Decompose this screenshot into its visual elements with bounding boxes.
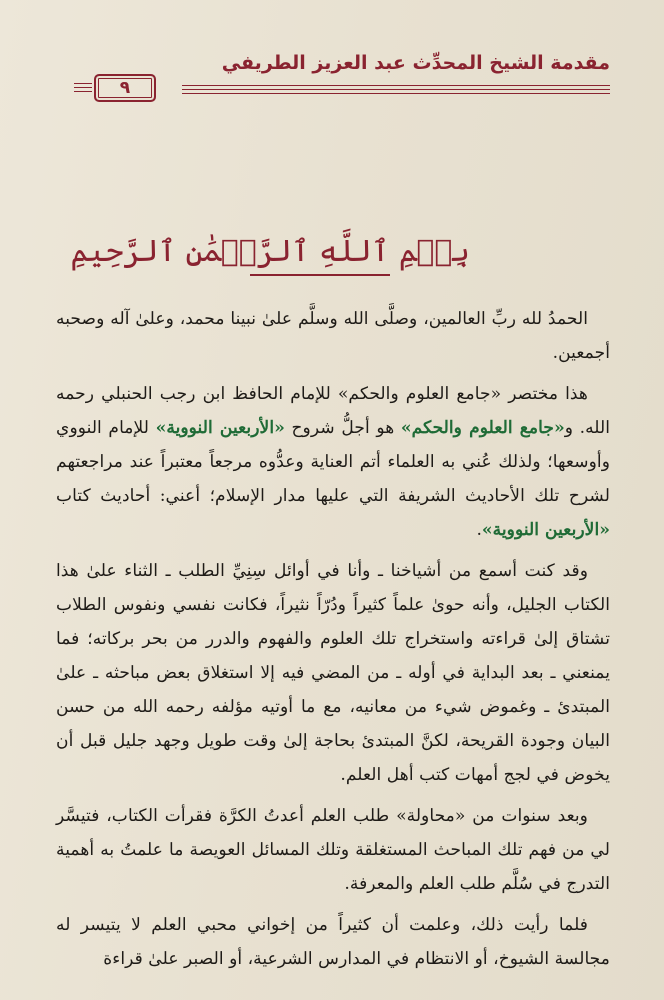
running-title: مقدمة الشيخ المحدِّث عبد العزيز الطريفي xyxy=(221,52,610,74)
header-ornament-line xyxy=(74,87,92,88)
header-ornament-line xyxy=(74,83,92,84)
book-title-highlight: «الأربعين النووية» xyxy=(481,520,610,540)
basmala-calligraphy xyxy=(70,224,470,280)
page-header xyxy=(74,52,610,98)
paragraph-2 xyxy=(56,377,610,547)
page-number: ٩ xyxy=(94,74,156,102)
basmala-text: بِسۡمِ ٱللَّهِ ٱلرَّحۡمَٰنِ ٱلرَّحِيمِ xyxy=(70,234,470,269)
paragraph-4: وبعد سنوات من «محاولة» طلب العلم أعدتُ الكرَّة فقرأت الكتاب، فتيسَّر لي من فهم تلك المباحث المستغلقة وتلك المسائل العويصة ما علمتُ به أهمية التدرج في سُلَّم طلب العلم والمعرفة. xyxy=(56,806,610,894)
body-text xyxy=(56,302,610,983)
book-title-highlight: «الأربعين النووية» xyxy=(155,418,285,438)
text-run: هذا مختصر «جامع العلوم والحكم» للإمام الحافظ ابن رجب الحنبلي رحمه الله. و xyxy=(56,384,611,438)
book-title-highlight: «جامع العلوم والحكم» xyxy=(400,418,565,438)
text-run: للإمام النووي وأوسعها؛ ولذلك عُني به العلماء أتم العناية وعدُّوه مرجعاً معتبراً عند مراجعتهم لشرح تلك الأحاديث الشريفة التي عليها مدار الإسلام؛ أعني: أحاديث كتاب xyxy=(56,418,610,506)
text-run: هو أجلُّ شروح xyxy=(284,418,401,438)
paragraph-5: فلما رأيت ذلك، وعلمت أن كثيراً من إخواني محبي العلم لا يتيسر له مجالسة الشيوخ، أو الانتظام في المدارس الشرعية، أو الصبر علىٰ قراءة xyxy=(56,915,610,969)
basmala-flourish xyxy=(250,274,390,276)
text-run: . xyxy=(476,520,482,540)
header-rule xyxy=(182,85,610,86)
paragraph-3: وقد كنت أسمع من أشياخنا ـ وأنا في أوائل سِنِيِّ الطلب ـ الثناء علىٰ هذا الكتاب الجليل، وأنه حوىٰ علماً كثيراً ودُرّاً نثيراً، فكانت نفسي ونفوس الطلاب تشتاق إلىٰ قراءته واستخراج تلك العلوم والفهوم والدرر من بحر بركاته؛ فما يمنعني ـ بعد البداية في أوله ـ من المضي فيه إلا استغلاق بعض مباحثه ـ علىٰ المبتدئ ـ وغموض شيء من معانيه، مع ما أوتيه مؤلفه رحمه الله من حسن البيان وجودة القريحة، لكنَّ المبتدئ بحاجة إلىٰ وقت طويل وجهد جليل قبل أن يخوض في لجج أمهات كتب أهل العلم. xyxy=(56,561,610,785)
header-rule xyxy=(182,89,610,90)
paragraph-1: الحمدُ لله ربِّ العالمين، وصلَّى الله وسلَّم علىٰ نبينا محمد، وعلىٰ آله وصحبه أجمعين. xyxy=(56,309,610,363)
header-ornament-line xyxy=(74,91,92,92)
header-rule xyxy=(182,93,610,94)
